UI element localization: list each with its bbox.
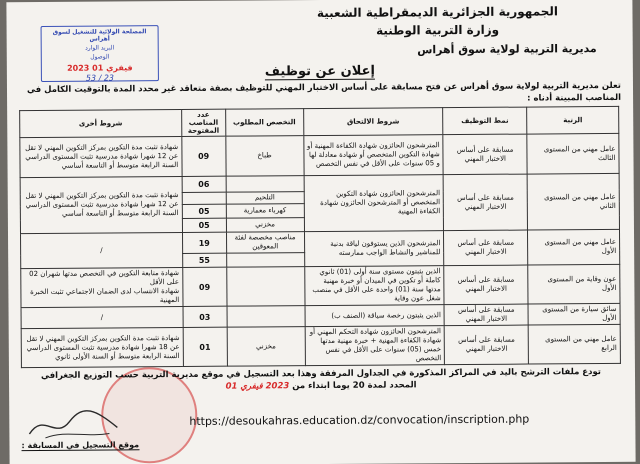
cell-access: الذين يثبتون رخصة سياقة (الصنف ب) bbox=[305, 305, 445, 327]
cell-mode: مسابقة على أساس الاختبار المهني bbox=[443, 134, 527, 175]
cell-other: شهادة متابعة التكوين في التخصص مدتها شهران 02 على الأقل شهادة الانتساب لدى الضمان الاجتماعي تثبت الخبرة المهنية bbox=[21, 267, 183, 307]
col-mode: نمط التوظيف bbox=[443, 107, 527, 135]
cell-rank: عون وقاية من المستوى الأول bbox=[528, 264, 620, 304]
cell-other: شهادة تثبت مدة التكوين بمركز التكوين المهني لا تقل عن 18 شهرا شهادة مدرسية تثبت المستوى الدراسي السنة الرابعة متوسط أو السنة الأولى ثانوي bbox=[21, 327, 183, 367]
cell-posts bbox=[182, 192, 226, 204]
ministry-heading: وزارة التربية الوطنية bbox=[376, 22, 500, 38]
registration-label bbox=[21, 440, 139, 450]
table-row bbox=[21, 324, 620, 367]
positions-table bbox=[19, 106, 621, 368]
footer-line-1: تودع ملفات الترشح باليد في المراكز المذكورة في الجداول المرفقة وهذا بعد التسجيل في موقع مديرية التربية حسب التوزيع الجغرافي bbox=[40, 367, 602, 381]
cell-access: الذين يثبتون مستوى سنة أولى (01) ثانوي كاملة أو تكوين في الميدان أو خبرة مهنية مدتها سنة (01) واحدة على الأقل في منصب شغل عون وقاية bbox=[304, 266, 444, 306]
cell-access: المترشحون الحائزون شهادة التكوين المتخصص أو المترشحون الحائزون شهادة الكفاءة المهنية bbox=[304, 175, 444, 232]
cell-mode: مسابقة على أساس الاختبار المهني bbox=[444, 325, 528, 365]
col-access: شروط الالتحاق bbox=[303, 108, 443, 136]
cell-rank: عامل مهني من المستوى الثاني bbox=[527, 173, 619, 230]
cell-specialty: مخزني bbox=[227, 327, 305, 367]
cell-other: / bbox=[21, 306, 183, 328]
cell-specialty: التلحيم bbox=[226, 192, 304, 205]
cell-mode: مسابقة على أساس الاختبار المهني bbox=[444, 304, 528, 326]
cell-mode: مسابقة على أساس الاختبار المهني bbox=[443, 174, 527, 231]
cell-specialty: مناصب مخصصة لفئة المعوقين bbox=[226, 232, 304, 254]
signature bbox=[25, 403, 121, 444]
cell-posts: 55 bbox=[182, 253, 226, 267]
cell-mode: مسابقة على أساس الاختبار المهني bbox=[444, 265, 528, 305]
cell-rank: عامل مهني من المستوى الرابع bbox=[528, 324, 620, 364]
cell-specialty: كهرباء معمارية bbox=[226, 204, 304, 219]
cell-posts: 01 bbox=[183, 327, 227, 366]
cell-access: المترشحون الحائزون شهادة التحكم المهني أو شهادة الكفاءة المهنية + خبرة مهنية مدتها خمس (05) سنوات على الأقل في نفس التخصص bbox=[305, 326, 445, 366]
footer-period-text: المحدد لمدة 20 يوما ابتداء من bbox=[292, 380, 417, 392]
cell-specialty bbox=[226, 253, 304, 268]
stamp-date: 2023 فيفري 01 bbox=[67, 63, 133, 73]
directorate-heading: مديرية التربية لولاية سوق أهراس bbox=[417, 42, 597, 57]
title-text: إعلان عن توظيف bbox=[264, 63, 375, 80]
cell-other: شهادة تثبت مدة التكوين بمركز التكوين المهني لا تقل عن 12 شهرا شهادة مدرسية تثبت المستوى الدراسي السنة الرابعة متوسط أو التاسعة أساسي bbox=[20, 136, 182, 177]
cell-posts: 06 bbox=[182, 176, 226, 192]
cell-mode: مسابقة على أساس الاختبار المهني bbox=[444, 230, 528, 266]
cell-posts: 19 bbox=[182, 232, 226, 253]
footer-text bbox=[21, 366, 621, 394]
cell-specialty: طباخ bbox=[226, 136, 304, 177]
page-title bbox=[7, 62, 633, 81]
col-rank: الرتبة bbox=[527, 106, 619, 134]
col-posts: عدد المناصب المفتوحة bbox=[181, 109, 225, 136]
cell-specialty bbox=[227, 306, 305, 328]
cell-other: / bbox=[21, 232, 183, 268]
cell-posts: 05 bbox=[182, 204, 226, 218]
cell-access: المترشحون الذين يستوفون لياقة بدنية للمناشير والنشاط الواجب ممارسته bbox=[304, 231, 444, 267]
cell-access: المترشحون الحائزون شهادة الكفاءة المهنية أو شهادة التكوين المتخصص أو شهادة معادلة لها و 05 سنوات على الأقل في نفس التخصص bbox=[303, 135, 443, 176]
cell-posts: 05 bbox=[182, 218, 226, 232]
cell-rank: عامل مهني من المستوى الأول bbox=[528, 229, 620, 265]
intro-paragraph: تعلن مديرية التربية لولاية سوق أهراس عن فتح مسابقة على أساس الاختبار المهني للتوظيف بصفة متعاقد غير محدد المدة بالتوقيت الكامل في المناصب المبينة أدناه : bbox=[26, 80, 622, 104]
document-header bbox=[272, 4, 602, 57]
announcement-page bbox=[6, 0, 635, 464]
cell-posts: 03 bbox=[183, 306, 227, 327]
republic-heading: الجمهورية الجزائرية الديمقراطية الشعبية bbox=[316, 4, 559, 21]
registration-label-text: موقع التسجيل في المسابقة : bbox=[21, 440, 140, 451]
stamp-number: 53 / 23 bbox=[85, 73, 115, 83]
cell-rank: عامل مهني من المستوى الثالث bbox=[527, 133, 619, 174]
cell-other: شهادة تثبت مدة التكوين بمركز التكوين المهني لا تقل عن 12 شهرا شهادة مدرسية تثبت المستوى الدراسي السنة الرابعة متوسط أو التاسعة أساسي bbox=[20, 176, 182, 233]
table-row bbox=[20, 173, 619, 193]
cell-posts: 09 bbox=[182, 136, 226, 176]
col-specialty: التخصص المطلوب bbox=[225, 109, 303, 137]
registration-url[interactable]: https://desoukahras.education.dz/convocation/inscription.php bbox=[189, 412, 530, 428]
table-row bbox=[20, 133, 619, 177]
cell-posts: 09 bbox=[182, 267, 226, 306]
stamp-line-2: البريد الوارد bbox=[85, 44, 115, 52]
table-row bbox=[21, 264, 620, 307]
col-other: شروط أخرى bbox=[20, 109, 182, 137]
cell-specialty bbox=[226, 267, 304, 307]
table-header-row bbox=[20, 106, 619, 137]
stamp-line-1: المصلحة الولائية للتشغيل لسوق أهراس bbox=[52, 28, 147, 43]
table-row bbox=[21, 229, 620, 254]
footer-start-date: 2023 فيفري 01 bbox=[225, 381, 290, 392]
cell-specialty bbox=[226, 176, 304, 193]
stamp-line-3: الوصول bbox=[90, 53, 110, 61]
cell-specialty: مخزني bbox=[226, 218, 304, 233]
cell-rank: سائق سيارة من المستوى الأول bbox=[528, 303, 620, 325]
